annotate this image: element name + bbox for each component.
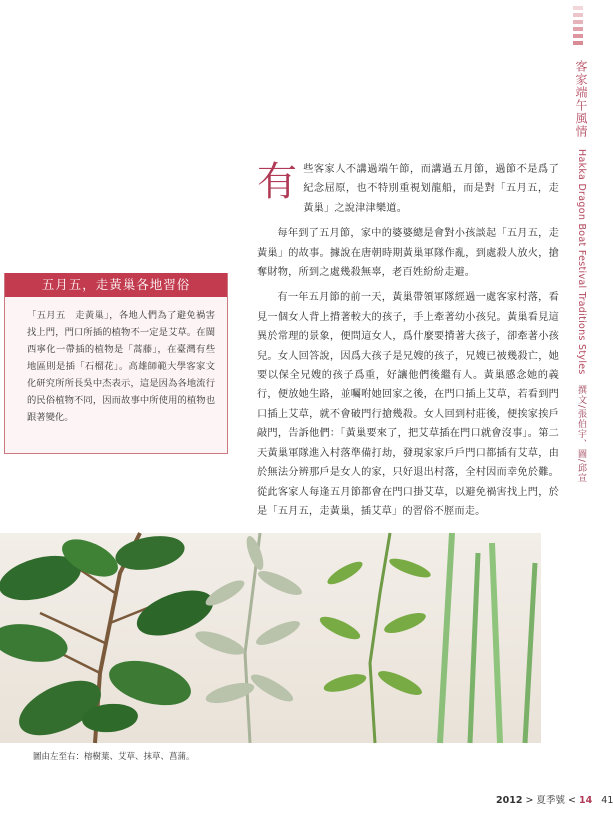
- plants-illustration: [0, 533, 541, 743]
- side-stripe: [573, 34, 583, 38]
- drop-cap: 有: [257, 159, 298, 205]
- author-credit: 撰文/張伯宇、圖/邱宣: [576, 385, 586, 484]
- article-body: [257, 160, 559, 527]
- paragraph-1: 有些客家人不講過端午節，而講過五月節，過節不是爲了紀念屈原，也不特別重視划龍船，而是對「五月五，走黃巢」之說津津樂道。: [257, 159, 559, 214]
- paragraph-3: 有一年五月節的前一天，黃巢帶領軍隊經過一處客家村落，看見一個女人背上揹著較大的孩子，手上牽著幼小孩兒。黃巢看見這異於常理的景象，便問這女人，爲什麼要揹著大孩子，卻牽著小孩兒。女人回答說，因爲大孩子是兄嫂的孩子，兄嫂已被幾殺亡，她要以保全兄嫂的孩子爲重，好讓他們後繼有人。黃巢感念她的義行，便放她生路，並囑咐她回家之後，在門口插上艾草，若看到門口插上艾草，就不會破門行搶幾殺。女人回到村莊後，便挨家挨戶敲門，告訴他們：「黃巢要來了，把艾草插在門口就會沒事」。第二天黃巢軍隊進入村落準備打劫，發現家家戶戶門口都插有艾草，由於無法分辨那戶是女人的家，只好退出村落，全村因而幸免於難。從此客家人每逢五月節都會在門口掛艾草，以避免禍害找上門，於是「五月五，走黃巢，插艾草」的習俗不脛而走。: [257, 292, 559, 517]
- side-stripe: [573, 41, 583, 45]
- side-stripe: [573, 27, 583, 31]
- footer-issue-number: 14: [579, 795, 593, 806]
- sidebar-box: [4, 273, 228, 454]
- side-stripe: [573, 20, 583, 24]
- footer-separator: >: [525, 795, 534, 806]
- page-footer: [496, 792, 613, 806]
- section-subtitle-en: Hakka Dragon Boat Festival Traditions Styles: [576, 148, 587, 375]
- plants-photo: [0, 533, 541, 743]
- photo-caption: 圖由左至右：榕樹葉、艾草、抹草、菖蒲。: [33, 752, 195, 762]
- side-stripe: [573, 6, 583, 10]
- paragraph-2: 每年到了五月節，家中的婆婆總是會對小孩談起「五月五，走黃巢」的故事。據說在唐朝時期黃巢軍隊作亂，到處殺人放火，搶奪財物，所到之處幾殺無辜，老百姓紛紛走避。: [257, 228, 559, 279]
- footer-year: 2012: [496, 795, 523, 806]
- footer-issue: 夏季號: [536, 795, 565, 806]
- section-title: 客家端午風情: [574, 60, 588, 138]
- side-stripe: [573, 13, 583, 17]
- sidebar-title: 五月五，走黃巢各地習俗: [5, 273, 227, 297]
- page-number: 41: [601, 795, 613, 806]
- section-header: [566, 60, 590, 483]
- sidebar-text: 「五月五 走黃巢」，各地人們為了避免禍害找上門，門口所插的植物不一定是艾草。在閩西寧化一帶插的植物是「蒿藤」，在臺灣有些地區則是插「石榴花」。高雄師範大學客家文化研究所所長吳中杰表示，這是因為各地流行的民俗植物不同，因而故事中所使用的植物也跟著變化。: [27, 310, 215, 423]
- footer-separator: <: [568, 795, 576, 806]
